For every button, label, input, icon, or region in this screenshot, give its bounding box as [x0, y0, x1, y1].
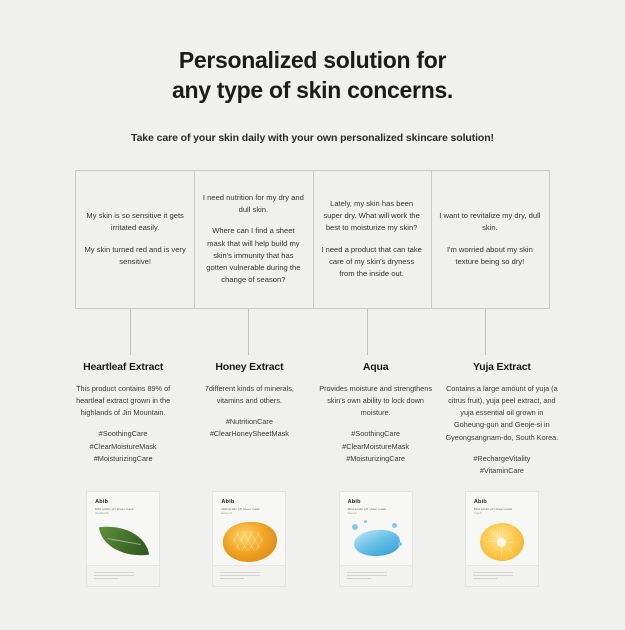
concern-text-2: [202, 192, 304, 287]
product-description-honey: 7different kinds of minerals, vitamins and others.: [204, 383, 294, 405]
package-subtitle-honey: Mild acidic pH sheet mask: [221, 507, 260, 512]
honeycomb-icon: [213, 518, 285, 566]
product-title-heartleaf: Heartleaf Extract: [83, 360, 164, 373]
concern-cell-3: [313, 171, 431, 308]
concerns-panel: [75, 170, 550, 309]
connector-line-1: [130, 309, 131, 355]
packshot-cell-aqua: [313, 491, 439, 587]
product-tags-heartleaf: #SoothingCare #ClearMoistureMask #MoisturizingCare: [89, 429, 157, 463]
concern-cell-4: [431, 171, 549, 308]
package-variant-heartleaf: Heartleaf fit: [95, 512, 109, 516]
package-footer-honey: [213, 565, 285, 586]
subheadline: Take care of your skin daily with your own personalized skincare solution!: [131, 131, 494, 144]
package-subtitle-yuja: Mild acidic pH sheet mask: [473, 507, 513, 512]
package-footer-aqua: [340, 565, 412, 586]
packshot-cell-honey: [186, 491, 312, 587]
package-footer-lines-aqua: [347, 572, 387, 581]
product-package-yuja: [465, 491, 539, 587]
package-variant-yuja: Yuja fit: [473, 512, 482, 516]
product-column-aqua: [313, 361, 439, 478]
headline-line-2: any type of skin concerns.: [171, 77, 454, 104]
product-title-yuja: Yuja Extract: [473, 360, 531, 373]
package-brand-aqua: Abib: [347, 499, 361, 506]
product-tags-yuja: #RechargeVitality #VitaminCare: [473, 453, 531, 476]
products-row: [60, 361, 565, 478]
package-subtitle-aqua: Mild acidic pH sheet mask: [347, 507, 387, 512]
product-description-yuja: Contains a large amount of yuja (a citrus fruit), yuja peel extract, and yuja essential oil grown in Goheung-gun and Geoje-si in Gyeongsangnam-do, South Korea.: [445, 383, 559, 442]
connector-lines: [75, 309, 550, 361]
connector-line-2: [248, 309, 249, 355]
product-package-aqua: [339, 491, 413, 587]
product-tags-honey: #NutritionCare #ClearHoneySheetMask: [209, 417, 289, 439]
product-package-honey: [212, 491, 286, 587]
package-brand-honey: Abib: [221, 499, 235, 506]
packshot-cell-heartleaf: [60, 491, 186, 587]
package-brand-yuja: Abib: [473, 499, 487, 506]
page-title: [0, 0, 625, 106]
concern-1-paragraph-1: My skin is so sensitive it gets irritated easily.: [86, 211, 184, 233]
packshot-cell-yuja: [439, 491, 565, 587]
connector-line-4: [485, 309, 486, 355]
water-splash-icon: [340, 518, 412, 566]
product-title-aqua: Aqua: [362, 360, 389, 373]
concern-2-paragraph-2: Where can I find a sheet mask that will help build my skin's immunity that has gotten vulnerable during the change of season?: [206, 226, 301, 285]
package-footer-yuja: [466, 565, 538, 586]
concern-4-paragraph-2: I'm worried about my skin texture being so dry!: [446, 244, 533, 267]
product-column-heartleaf: [60, 361, 186, 478]
concern-1-paragraph-2: My skin turned red and is very sensitive!: [84, 244, 186, 267]
product-column-honey: [186, 361, 312, 478]
concern-3-paragraph-1: Lately, my skin has been super dry. What will work the best to moisturize my skin?: [323, 198, 420, 233]
packshots-row: [60, 491, 565, 587]
concern-cell-1: [76, 171, 194, 308]
package-footer-lines-yuja: [473, 572, 513, 581]
citrus-slice-icon: [466, 518, 538, 566]
product-tags-aqua: #SoothingCare #ClearMoistureMask #MoisturizingCare: [342, 429, 410, 463]
package-subtitle-heartleaf: Mild acidic pH sheet mask: [95, 507, 134, 512]
connector-line-3: [367, 309, 368, 355]
package-footer-lines-heartleaf: [94, 572, 134, 581]
product-description-heartleaf: This product contains 89% of heartleaf extract grown in the highlands of Jiri Mountain.: [76, 383, 171, 418]
concern-text-3: [321, 198, 423, 281]
concern-cell-2: [194, 171, 312, 308]
concern-text-4: [439, 210, 541, 268]
package-footer-heartleaf: [87, 565, 159, 586]
package-footer-lines-honey: [220, 572, 260, 581]
package-brand-heartleaf: Abib: [95, 499, 109, 506]
leaf-icon: [87, 518, 159, 566]
headline-line-1: Personalized solution for: [178, 47, 447, 73]
product-column-yuja: [439, 361, 565, 478]
package-variant-aqua: Aqua fit: [347, 512, 357, 516]
product-description-aqua: Provides moisture and strengthens skin's own ability to lock down moisture.: [319, 383, 432, 418]
concern-4-paragraph-1: I want to revitalize my dry, dull skin.: [439, 211, 541, 233]
product-title-honey: Honey Extract: [215, 360, 284, 373]
package-variant-honey: Honey fit: [221, 512, 232, 516]
concern-3-paragraph-2: I need a product that can take care of my skin's dryness from the inside out.: [321, 244, 422, 279]
concern-2-paragraph-1: I need nutrition for my dry and dull skin.: [202, 192, 304, 214]
concern-text-1: [84, 210, 186, 268]
product-package-heartleaf: [86, 491, 160, 587]
